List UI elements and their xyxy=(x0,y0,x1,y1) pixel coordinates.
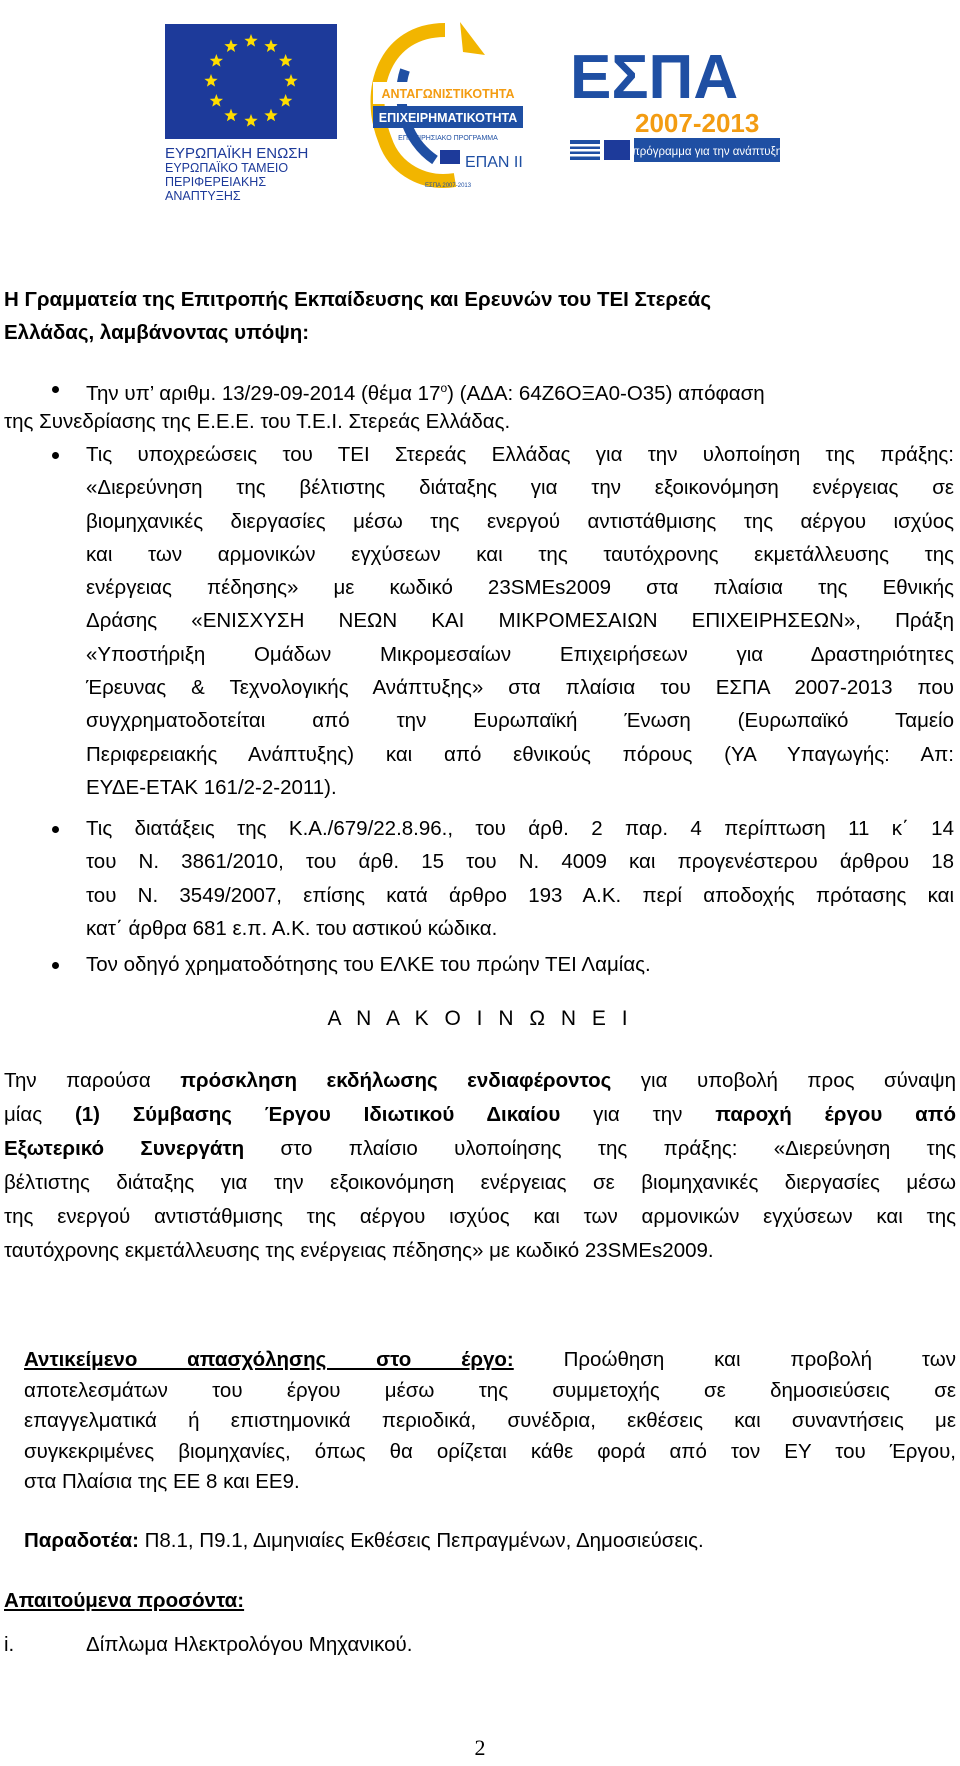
greek-flag-icon xyxy=(570,140,600,160)
espa-logo-tagline: πρόγραμμα για την ανάπτυξη xyxy=(631,146,783,158)
employment-object-label: Αντικείμενο απασχόλησης στο έργο: xyxy=(24,1348,514,1371)
eu-logo-title: ΕΥΡΩΠΑΪΚΗ ΕΝΩΣΗ xyxy=(165,145,309,162)
comp-logo-line1: ΑΝΤΑΓΩΝΙΣΤΙΚΟΤΗΤΑ xyxy=(381,87,515,101)
list-item: Τις υποχρεώσεις του ΤΕΙ Στερεάς Ελλάδας για την υλοποίηση της πράξης: «Διερεύνηση της βέλτιστης διάταξης για την εξοικονόμηση ενέργειας σε βιομηχανικές διεργασίες μέσω της ενεργού αντιστάθμισης της αέργου ισχύος και των αρμονικών εγχύσεων και της ταυτόχρονης εκμετάλλευσης της ενέργειας πέδησης» με κωδικό 23SMEs2009 στα πλαίσια της Εθνικής Δράσης «ΕΝΙΣΧΥΣΗ ΝΕΩΝ ΚΑΙ ΜΙΚΡΟΜΕΣΑΙΩΝ ΕΠΙΧΕΙΡΗΣΕΩΝ», Πράξη «Υποστήριξη Ομάδων Μικρομεσαίων Επιχειρήσεων για Δραστηριότητες Έρευνας & Τεχνολογικής Ανάπτυξης» στα πλαίσια του ΕΣΠΑ 2007-2013 που συγχρηματοδοτείται από την Ευρωπαϊκή Ένωση (Ευρωπαϊκό Ταμείο Περιφερειακής Ανάπτυξης) και από εθνικούς πόρους (ΥΑ Υπαγωγής: Απ: ΕΥΔΕ-ΕΤΑΚ 161/2-2-2011). xyxy=(86,443,954,799)
eu-flag-icon xyxy=(165,24,337,139)
eu-star-icon xyxy=(244,114,257,127)
list-item-continued: της Συνεδρίασης της Ε.Ε.Ε. του Τ.Ε.Ι. Στερεάς Ελλάδας. xyxy=(4,410,511,433)
list-item: Τον οδηγό χρηματοδότησης του ΕΛΚΕ του πρώην ΤΕΙ Λαμίας. xyxy=(86,953,651,976)
qualifications-heading: Απαιτούμενα προσόντα: xyxy=(4,1589,245,1612)
eu-star-icon xyxy=(210,94,223,107)
comp-logo-line3: ΕΠΙΧΕΙΡΗΣΙΑΚΟ ΠΡΟΓΡΑΜΜΑ xyxy=(398,135,498,142)
deliverables-label: Παραδοτέα: xyxy=(24,1529,139,1552)
eu-star-icon xyxy=(210,54,223,67)
competitiveness-logo xyxy=(345,10,545,205)
eu-star-icon xyxy=(224,109,237,122)
espa-logo-word: ΕΣΠΑ xyxy=(570,43,739,112)
intro-heading xyxy=(4,283,711,349)
eu-star-icon xyxy=(279,94,292,107)
employment-object-paragraph: Αντικείμενο απασχόλησης στο έργο: Προώθηση και προβολή των αποτελεσμάτων του έργου μέσω της συμμετοχής σε δημοσιεύσεις σε επαγγελματικά ή επιστημονικά περιοδικά, συνέδρια, εκθέσεις και συναντήσεις με συγκεκριμένες βιομηχανίες, όπως θα ορίζεται κάθε φορά από τον ΕΥ του Έργου, στα Πλαίσια της ΕΕ 8 και ΕΕ9. xyxy=(24,1348,956,1493)
eu-star-icon xyxy=(264,39,277,52)
eu-star-icon xyxy=(279,54,292,67)
eu-star-icon xyxy=(244,34,257,47)
espa-logo-years: 2007-2013 xyxy=(635,108,760,138)
header-logos xyxy=(0,10,960,203)
list-item: Την υπ’ αριθμ. 13/29-09-2014 (θέμα $17^o$) (ΑΔΑ: 64Ζ6ΟΞΑ0-Ο35) απόφαση xyxy=(86,381,765,405)
list-item: Τις διατάξεις της Κ.Α./679/22.8.96., του άρθ. 2 παρ. 4 περίπτωση 11 κ΄ 14 του Ν. 3861/2010, του άρθ. 15 του Ν. 4009 και προγενέστερου άρθρου 18 του Ν. 3549/2007, επίσης κατά άρθρο 193 Α.Κ. περί αποδοχής πρότασης και κατ΄ άρθρα 681 ε.π. Α.Κ. του αστικού κώδικα. xyxy=(86,817,954,940)
invitation-emphasis: πρόσκληση εκδήλωσης ενδιαφέροντος xyxy=(180,1069,612,1092)
espa-logo xyxy=(560,40,785,170)
page-number: 2 xyxy=(474,1735,486,1760)
eu-logo xyxy=(165,24,340,204)
eu-logo-line3: ΠΕΡΙΦΕΡΕΙΑΚΗΣ ΑΝΑΠΤΥΞΗΣ xyxy=(165,175,267,203)
qualification-number: i. xyxy=(4,1633,15,1656)
intro-heading-line2: Ελλάδας, λαμβάνοντας υπόψη: xyxy=(4,321,310,344)
qualification-item: Δίπλωμα Ηλεκτρολόγου Μηχανικού. xyxy=(86,1633,413,1656)
announcement-title: Α Ν Α Κ Ο Ι Ν Ω Ν Ε Ι xyxy=(327,1007,633,1030)
deliverables-line: Παραδοτέα: Π8.1, Π9.1, Διμηνιαίες Εκθέσεις Πεπραγμένων, Δημοσιεύσεις. xyxy=(24,1529,704,1552)
invitation-paragraph: Την παρούσα πρόσκληση εκδήλωσης ενδιαφέροντος για υποβολή προς σύναψη μίας (1) Σύμβασης Έργου Ιδιωτικού Δικαίου για την παροχή έργου από Εξωτερικό Συνεργάτη στο πλαίσιο υλοποίησης της πράξης: «Διερεύνηση της βέλτιστης διάταξης για την εξοικονόμηση ενέργειας σε βιομηχανικές διεργασίες μέσω της ενεργού αντιστάθμισης της αέργου ισχύος και των αρμονικών εγχύσεων και της ταυτόχρονης εκμετάλλευσης της ενέργειας πέδησης» με κωδικό 23SMEs2009. xyxy=(4,1069,957,1262)
bullet-dot-icon xyxy=(52,452,59,459)
bullet-dot-icon xyxy=(52,826,59,833)
eu-star-icon xyxy=(204,74,217,87)
comp-logo-line4: ΕΠΑΝ II xyxy=(465,154,523,171)
eu-star-icon xyxy=(264,109,277,122)
comp-logo-line2: ΕΠΙΧΕΙΡΗΜΑΤΙΚΟΤΗΤΑ xyxy=(378,111,518,125)
eu-star-icon xyxy=(224,39,237,52)
eu-logo-line2: ΕΥΡΩΠΑΪΚΟ ΤΑΜΕΙΟ xyxy=(165,161,289,175)
eu-flag-small-icon xyxy=(604,140,630,160)
bullet-dot-icon xyxy=(52,386,59,393)
bullet-dot-icon xyxy=(52,962,59,969)
eu-star-icon xyxy=(284,74,297,87)
intro-heading-line1: Η Γραμματεία της Επιτροπής Εκπαίδευσης και Ερευνών του ΤΕΙ Στερεάς xyxy=(4,288,712,311)
comp-logo-line5: ΕΣΠΑ 2007-2013 xyxy=(425,183,472,189)
